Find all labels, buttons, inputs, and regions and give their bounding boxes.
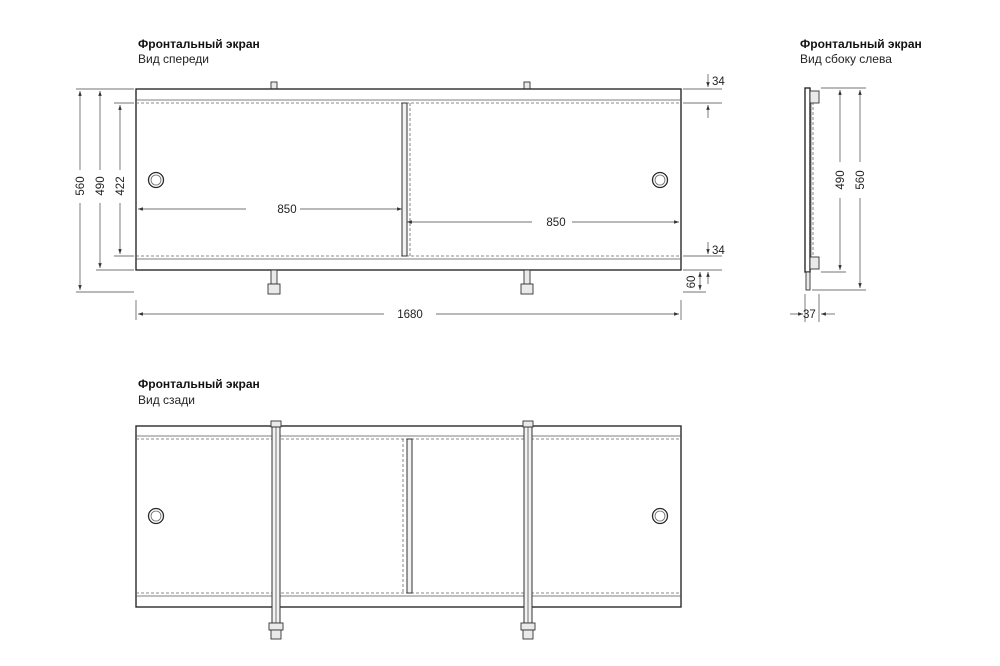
front-view-subtitle: Вид спереди [138, 52, 210, 66]
side-rail-top [810, 91, 819, 103]
dim-legs: 60 [686, 275, 698, 289]
front-top-screw-left [271, 82, 277, 89]
front-handle-right [653, 173, 668, 188]
side-view [790, 37, 922, 322]
back-view-subtitle: Вид сзади [138, 393, 195, 407]
back-handle-left [149, 509, 164, 524]
side-view-title: Фронтальный экран [800, 37, 922, 51]
side-leg [806, 272, 810, 290]
dim-height-total: 560 [75, 176, 87, 196]
side-view-subtitle: Вид сбоку слева [800, 52, 892, 66]
dim-rail-top: 34 [712, 76, 725, 88]
front-top-screw-right [524, 82, 530, 89]
front-leg-right [521, 270, 533, 294]
dim-height-inner: 422 [115, 176, 127, 196]
back-view-title: Фронтальный экран [138, 377, 260, 391]
side-dim-height-panel: 490 [835, 170, 847, 190]
side-profile-outer [805, 88, 810, 272]
front-sash-divider [402, 103, 407, 256]
front-view [75, 37, 725, 321]
front-leg-left [268, 270, 280, 294]
dim-width-left: 850 [277, 204, 297, 216]
back-support-post-right [521, 421, 535, 639]
dim-rail-bottom: 34 [712, 245, 725, 257]
side-rail-bottom [810, 257, 819, 269]
side-dim-height-total: 560 [855, 170, 867, 190]
front-handle-left [149, 173, 164, 188]
dim-width-right: 850 [546, 217, 566, 229]
back-handle-right [653, 509, 668, 524]
back-view [136, 377, 681, 639]
dim-height-panel: 490 [95, 176, 107, 196]
dim-width-total: 1680 [397, 309, 423, 321]
side-dim-depth: 37 [803, 309, 816, 321]
front-panel-frame [136, 89, 681, 270]
back-sash-divider [407, 439, 412, 593]
front-view-title: Фронтальный экран [138, 37, 260, 51]
back-support-post-left [269, 421, 283, 639]
